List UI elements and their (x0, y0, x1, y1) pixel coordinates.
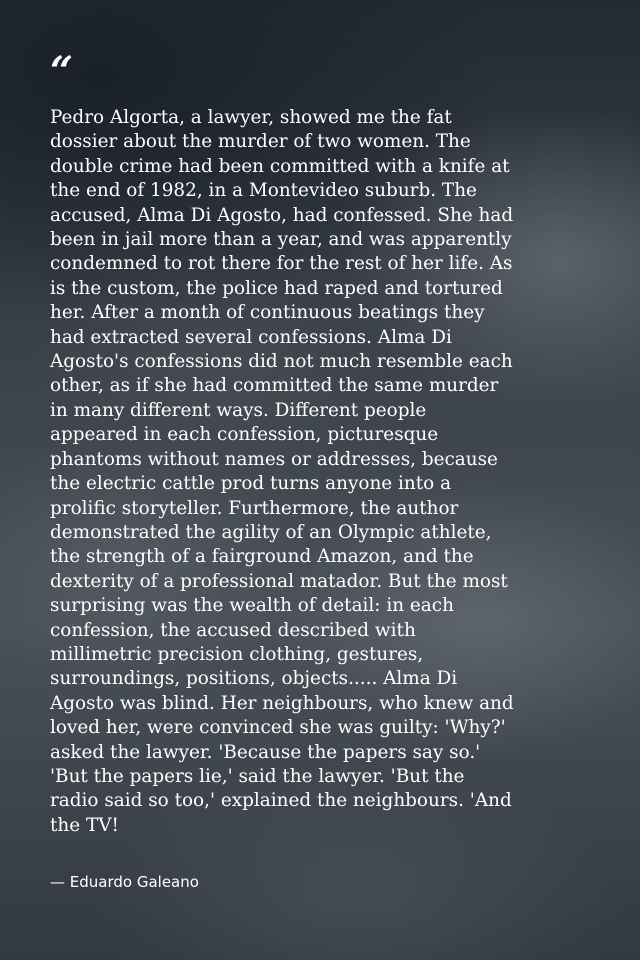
quote-text: Pedro Algorta, a lawyer, showed me the fat dossier about the murder of two women. The double crime had been committed with a knife at the end of 1982, in a Montevideo suburb. The accused, Alma Di Agosto, had confessed. She had been in jail more than a year, and was apparently condemned to rot there for the rest of her life. As is the custom, the police had raped and tortured her. After a month of continuous beatings they had extracted several confessions. Alma Di Agosto's confessions did not much resemble each other, as if she had committed the same murder in many different ways. Different people appeared in each confession, picturesque phantoms without names or addresses, because the electric cattle prod turns anyone into a prolific storyteller. Furthermore, the author demonstrated the agility of an Olympic athlete, the strength of a fairground Amazon, and the dexterity of a professional matador. But the most surprising was the wealth of detail: in each confession, the accused described with millimetric precision clothing, gestures, surroundings, positions, objects..... Alma Di Agosto was blind. Her neighbours, who knew and loved her, were convinced she was guilty: 'Why?' asked the lawyer. 'Because the papers say so.' 'But the papers lie,' said the lawyer. 'But the radio said so too,' explained the neighbours. 'And the TV! (50, 107, 514, 836)
quote-author: — Eduardo Galeano (50, 873, 199, 891)
quote-mark-icon: “ (50, 48, 74, 95)
